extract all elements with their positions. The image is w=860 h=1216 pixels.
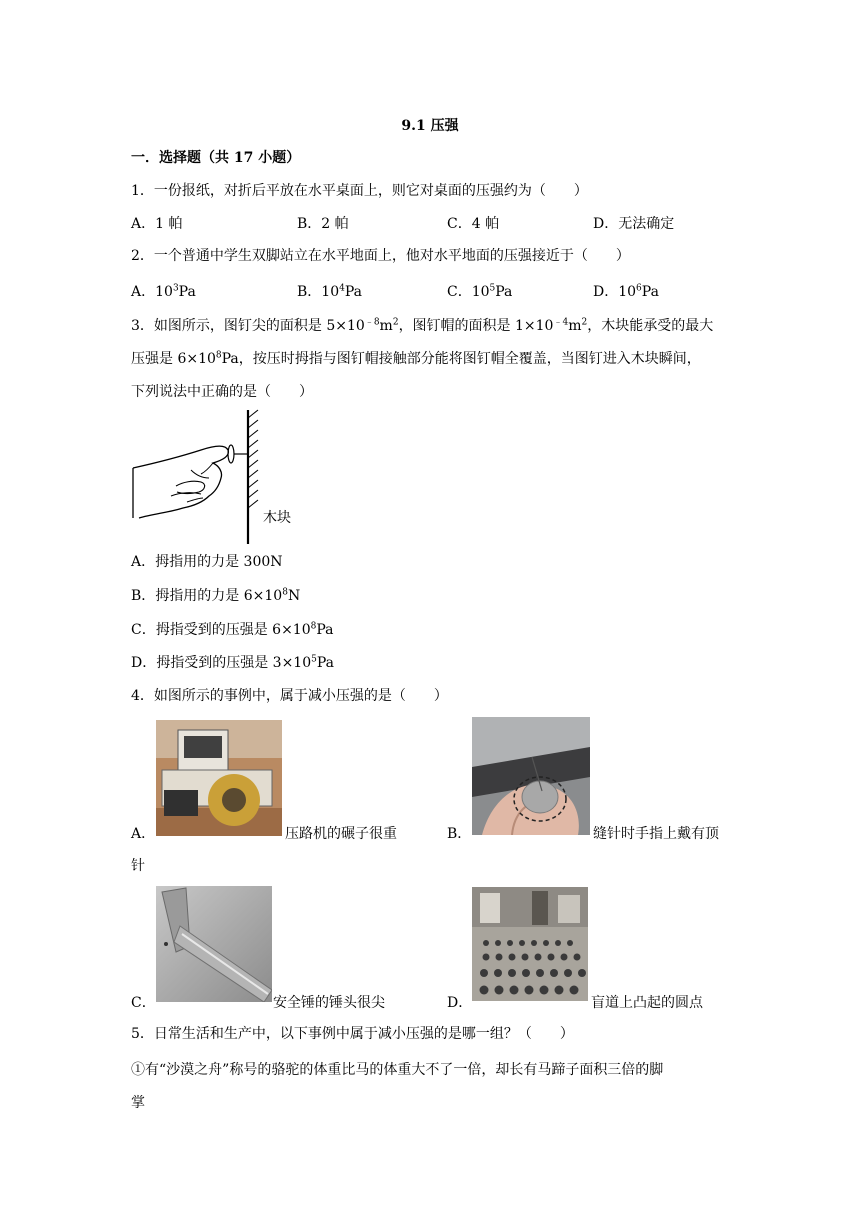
question-5-item-1-line-1: ①有“沙漠之舟”称号的骆驼的体重比马的体重大不了一倍，却长有马蹄子面积三倍的脚	[131, 1062, 664, 1078]
question-2-option-a: A．$10^3Pa$	[131, 283, 196, 300]
question-3-option-b: B．拇指用的力是 $6\times 10^8N$	[131, 587, 301, 604]
question-2-stem: 2．一个普通中学生双脚站立在水平地面上，他对水平地面的压强接近于（ ）	[131, 248, 630, 264]
question-4-stem: 4．如图所示的事例中，属于减小压强的是（ ）	[131, 688, 448, 704]
question-1-stem: 1．一份报纸，对折后平放在水平桌面上，则它对桌面的压强约为（ ）	[131, 183, 588, 199]
question-4-option-c-letter: C．	[131, 995, 156, 1011]
safety-hammer-photo	[156, 886, 272, 1002]
question-4-option-a-text: 压路机的碾子很重	[285, 826, 397, 842]
question-4-option-b-wrap: 针	[131, 858, 145, 874]
question-2-option-c: C．$10^5Pa$	[447, 283, 513, 300]
wood-block-label: 木块	[263, 510, 291, 526]
question-5-stem: 5．日常生活和生产中，以下事例中属于减小压强的是哪一组？（ ）	[131, 1026, 574, 1042]
question-4-option-b-text: 缝针时手指上戴有顶	[593, 826, 719, 842]
tactile-paving-photo	[472, 887, 588, 1001]
section-heading: 一．选择题（共 17 小题）	[131, 150, 301, 166]
question-1-option-c: C．4 帕	[447, 216, 500, 232]
question-3-option-d: D．拇指受到的压强是 $3\times 10^5Pa$	[131, 654, 335, 671]
question-3-stem-line-2: 压强是 $6\times 10^8Pa$，按压时拇指与图钉帽接触部分能将图钉帽全覆盖，当图钉进入木块瞬间，	[131, 350, 701, 367]
question-1-option-b: B．2 帕	[297, 216, 349, 232]
question-3-stem-line-3: 下列说法中正确的是（ ）	[131, 384, 313, 400]
question-2-option-d: D．$10^6Pa$	[593, 283, 659, 300]
question-5-item-1-line-2: 掌	[131, 1095, 145, 1111]
question-1-option-a: A．1 帕	[131, 216, 183, 232]
thumbtack-figure	[131, 408, 321, 552]
question-1-option-d: D．无法确定	[593, 216, 675, 232]
question-2-option-b: B．$10^4Pa$	[297, 283, 362, 300]
question-4-option-b-letter: B．	[447, 826, 472, 842]
question-3-stem-line-1: 3．如图所示，图钉尖的面积是 $5\times 10^{﹣8}m^2$，图钉帽的面积是 $1\times 10^{﹣4}m^2$，木块能承受的最大	[131, 317, 714, 334]
question-4-option-c-text: 安全锤的锤头很尖	[273, 995, 385, 1011]
question-4-option-a-letter: A．	[131, 826, 156, 842]
question-4-option-d-text: 盲道上凸起的圆点	[591, 995, 703, 1011]
question-4-option-d-letter: D．	[447, 995, 473, 1011]
road-roller-photo	[156, 720, 282, 836]
question-3-option-a: A．拇指用的力是 300N	[131, 554, 283, 570]
page-title: 9.1 压强	[401, 118, 459, 134]
question-3-option-c: C．拇指受到的压强是 $6\times 10^8Pa$	[131, 621, 334, 638]
thimble-photo	[472, 717, 590, 835]
